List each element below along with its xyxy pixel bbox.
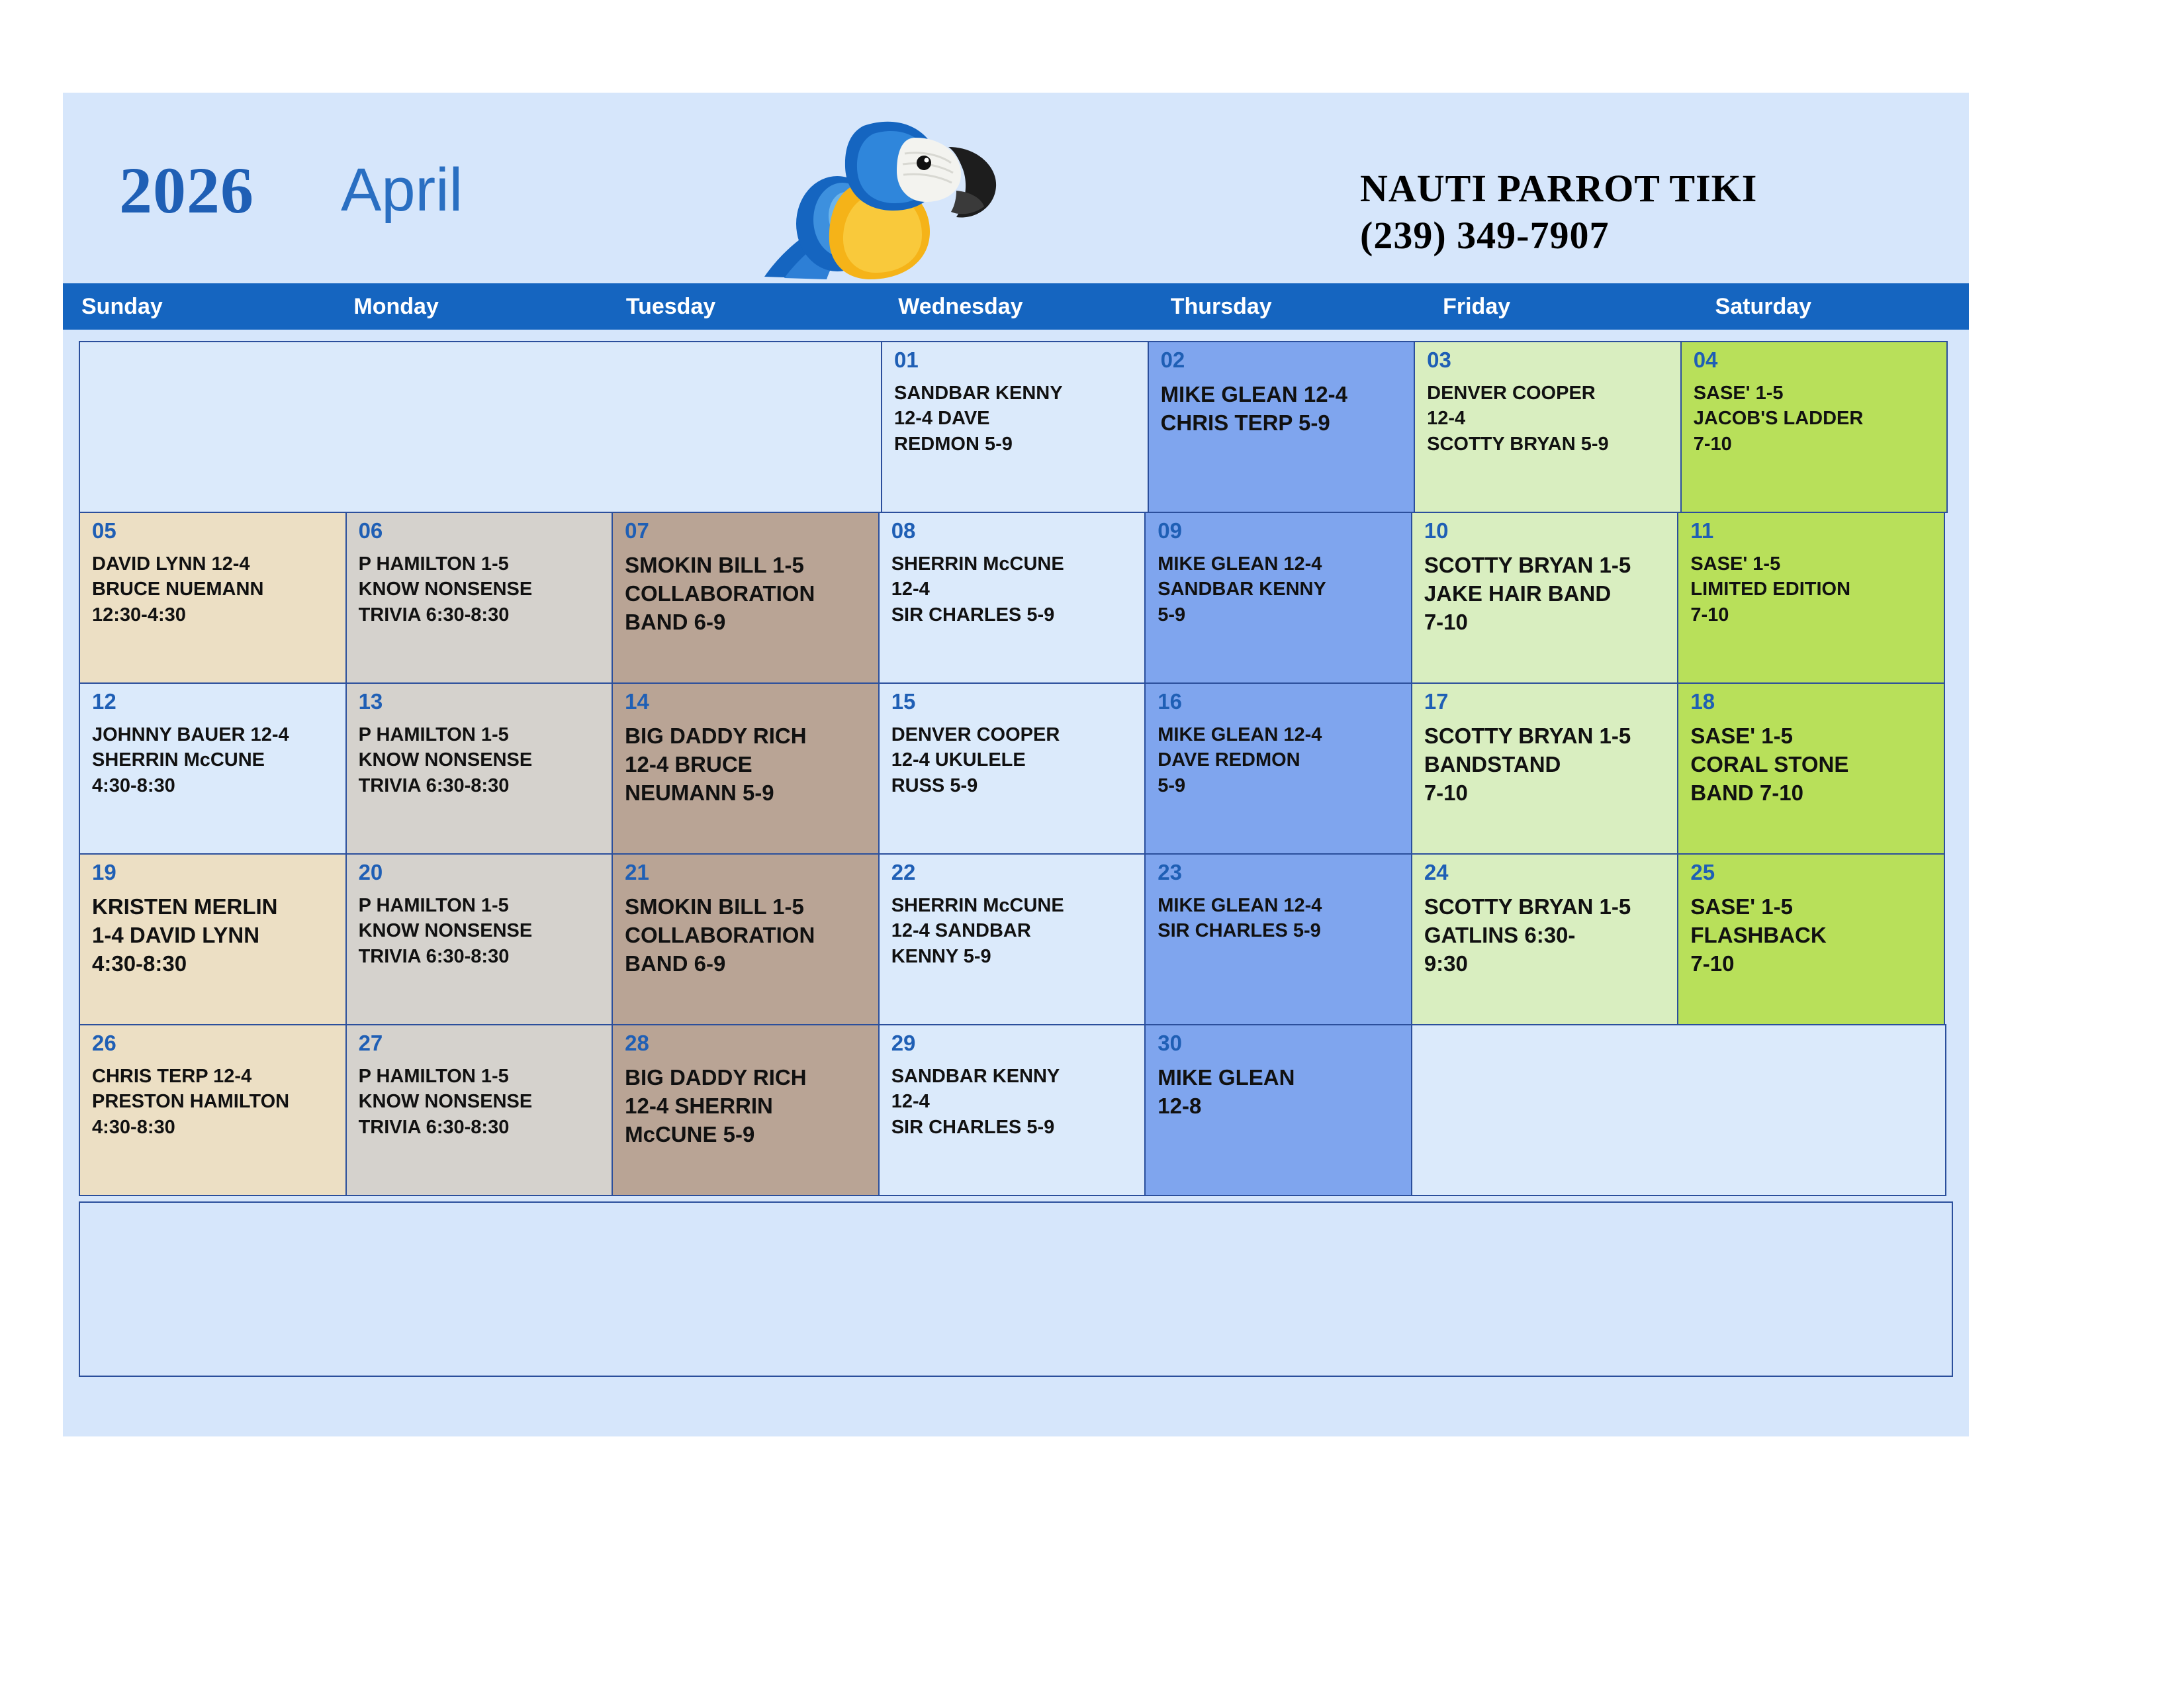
event-line: BRUCE NUEMANN — [92, 579, 264, 600]
calendar-day-29[interactable] — [878, 1024, 1146, 1196]
day-events — [613, 1064, 878, 1149]
calendar-day-13[interactable] — [345, 682, 614, 855]
calendar-day-empty — [79, 341, 882, 513]
calendar-week-row — [79, 341, 1953, 512]
day-number: 02 — [1160, 348, 1185, 372]
event-line: 12-4 UKULELE — [891, 749, 1026, 771]
event-line: SCOTTY BRYAN 1-5 — [1424, 553, 1631, 577]
event-line: SIR CHARLES 5-9 — [891, 1116, 1055, 1138]
event-line: TRIVIA 6:30-8:30 — [358, 945, 510, 967]
event-line: JACOB'S LADDER — [1693, 408, 1864, 430]
calendar-day-26[interactable] — [79, 1024, 347, 1196]
day-events — [880, 722, 1145, 798]
day-number: 25 — [1690, 860, 1715, 884]
day-events — [613, 551, 878, 637]
event-line: DENVER COOPER — [1427, 383, 1596, 404]
weekday-header-monday: Monday — [353, 293, 439, 319]
event-line: 7-10 — [1693, 433, 1732, 455]
event-line: P HAMILTON 1-5 — [358, 724, 509, 745]
calendar-day-04[interactable] — [1680, 341, 1948, 513]
calendar-day-10[interactable] — [1411, 512, 1679, 684]
calendar-week-row — [79, 512, 1953, 682]
event-line: 4:30-8:30 — [92, 951, 187, 976]
event-line: MIKE GLEAN 12-4 — [1160, 382, 1347, 406]
day-number: 03 — [1427, 348, 1451, 372]
event-line: FLASHBACK — [1690, 922, 1827, 947]
event-line: CHRIS TERP 5-9 — [1160, 410, 1330, 435]
day-number: 11 — [1690, 518, 1714, 543]
day-number: 04 — [1693, 348, 1718, 372]
calendar-day-20[interactable] — [345, 853, 614, 1025]
weekday-header-tuesday: Tuesday — [625, 293, 716, 319]
day-number: 18 — [1690, 689, 1715, 714]
day-events — [1682, 381, 1947, 457]
event-line: SASE' 1-5 — [1690, 894, 1793, 919]
day-number: 27 — [358, 1031, 383, 1055]
calendar-day-02[interactable] — [1148, 341, 1416, 513]
day-number: 05 — [92, 518, 116, 543]
event-line: BAND 6-9 — [625, 951, 726, 976]
event-line: SMOKIN BILL 1-5 — [625, 894, 804, 919]
venue-phone: (239) 349-7907 — [1360, 213, 1610, 257]
day-events — [880, 893, 1145, 969]
event-line: 5-9 — [1158, 774, 1186, 796]
calendar-day-15[interactable] — [878, 682, 1146, 855]
calendar-day-empty — [1411, 1024, 1946, 1196]
venue-info — [1360, 165, 1757, 259]
event-line: SCOTTY BRYAN 1-5 — [1424, 894, 1631, 919]
day-events — [1146, 1064, 1411, 1121]
event-line: KNOW NONSENSE — [358, 920, 533, 942]
calendar-day-27[interactable] — [345, 1024, 614, 1196]
event-line: SASE' 1-5 — [1690, 724, 1793, 748]
event-line: McCUNE 5-9 — [625, 1121, 755, 1147]
event-line: 12-4 DAVE — [894, 408, 990, 430]
day-events — [1412, 551, 1678, 637]
calendar-day-12[interactable] — [79, 682, 347, 855]
year-label: 2026 — [119, 154, 254, 227]
event-line: LIMITED EDITION — [1690, 579, 1851, 600]
event-line: BAND 6-9 — [625, 609, 726, 634]
day-number: 29 — [891, 1031, 916, 1055]
day-number: 09 — [1158, 518, 1182, 543]
event-line: SASE' 1-5 — [1693, 383, 1784, 404]
calendar-day-08[interactable] — [878, 512, 1146, 684]
event-line: CHRIS TERP 12-4 — [92, 1066, 252, 1087]
day-events — [613, 893, 878, 978]
day-number: 20 — [358, 860, 383, 884]
day-number: 14 — [625, 689, 649, 714]
event-line: SCOTTY BRYAN 1-5 — [1424, 724, 1631, 748]
weekday-header-bar — [63, 283, 1969, 330]
calendar-day-03[interactable] — [1414, 341, 1682, 513]
event-line: 5-9 — [1158, 604, 1186, 626]
day-events — [347, 1064, 612, 1140]
event-line: RUSS 5-9 — [891, 774, 978, 796]
calendar-day-17[interactable] — [1411, 682, 1679, 855]
event-line: SANDBAR KENNY — [891, 1066, 1060, 1087]
day-number: 07 — [625, 518, 649, 543]
day-number: 17 — [1424, 689, 1449, 714]
calendar-day-16[interactable] — [1144, 682, 1412, 855]
event-line: P HAMILTON 1-5 — [358, 1066, 509, 1087]
calendar-week-row — [79, 682, 1953, 853]
day-events — [1146, 722, 1411, 798]
day-number: 21 — [625, 860, 649, 884]
event-line: MIKE GLEAN 12-4 — [1158, 895, 1322, 916]
month-label: April — [341, 156, 463, 224]
day-number: 12 — [92, 689, 116, 714]
parrot-icon — [738, 106, 1016, 281]
event-line: COLLABORATION — [625, 581, 815, 606]
event-line: SCOTTY BRYAN 5-9 — [1427, 433, 1609, 455]
event-line: BAND 7-10 — [1690, 780, 1803, 805]
day-events — [613, 722, 878, 808]
day-events — [1412, 893, 1678, 978]
day-events — [80, 551, 345, 628]
event-line: JOHNNY BAUER 12-4 — [92, 724, 289, 745]
day-number: 23 — [1158, 860, 1182, 884]
calendar-day-21[interactable] — [612, 853, 880, 1025]
event-line: MIKE GLEAN 12-4 — [1158, 724, 1322, 745]
event-line: KNOW NONSENSE — [358, 1091, 533, 1113]
calendar-day-11[interactable] — [1677, 512, 1945, 684]
day-events — [347, 893, 612, 969]
day-number: 06 — [358, 518, 383, 543]
day-number: 08 — [891, 518, 916, 543]
event-line: 12-4 — [891, 579, 930, 600]
event-line: NEUMANN 5-9 — [625, 780, 774, 805]
event-line: KNOW NONSENSE — [358, 579, 533, 600]
event-line: SANDBAR KENNY — [894, 383, 1063, 404]
day-events — [347, 722, 612, 798]
event-line: 12:30-4:30 — [92, 604, 186, 626]
day-number: 22 — [891, 860, 916, 884]
event-line: MIKE GLEAN — [1158, 1065, 1295, 1090]
event-line: REDMON 5-9 — [894, 433, 1013, 455]
event-line: KNOW NONSENSE — [358, 749, 533, 771]
event-line: DENVER COOPER — [891, 724, 1060, 745]
day-number: 24 — [1424, 860, 1449, 884]
calendar-day-24[interactable] — [1411, 853, 1679, 1025]
event-line: COLLABORATION — [625, 922, 815, 947]
event-line: 7-10 — [1424, 609, 1468, 634]
calendar-header — [63, 93, 1969, 285]
event-line: BANDSTAND — [1424, 751, 1561, 776]
event-line: DAVID LYNN 12-4 — [92, 553, 250, 575]
event-line: SMOKIN BILL 1-5 — [625, 553, 804, 577]
event-line: 12-4 SHERRIN — [625, 1093, 773, 1118]
day-events — [1412, 722, 1678, 808]
calendar-day-25[interactable] — [1677, 853, 1945, 1025]
calendar-footer-blank-row — [79, 1201, 1953, 1377]
event-line: KENNY 5-9 — [891, 945, 991, 967]
calendar-day-30[interactable] — [1144, 1024, 1412, 1196]
venue-name: NAUTI PARROT TIKI — [1360, 167, 1758, 210]
event-line: PRESTON HAMILTON — [92, 1091, 290, 1113]
weekday-header-saturday: Saturday — [1715, 293, 1812, 319]
event-line: SANDBAR KENNY — [1158, 579, 1326, 600]
event-line: BIG DADDY RICH — [625, 724, 807, 748]
event-line: GATLINS 6:30- — [1424, 922, 1576, 947]
event-line: P HAMILTON 1-5 — [358, 553, 509, 575]
calendar-day-18[interactable] — [1677, 682, 1945, 855]
day-events — [1678, 551, 1944, 628]
event-line: DAVE REDMON — [1158, 749, 1300, 771]
day-events — [80, 893, 345, 978]
day-events — [1149, 381, 1414, 438]
calendar-week-row — [79, 1024, 1953, 1195]
day-number: 15 — [891, 689, 916, 714]
event-line: 12-8 — [1158, 1093, 1202, 1118]
event-line: 12-4 SANDBAR — [891, 920, 1031, 942]
day-number: 13 — [358, 689, 383, 714]
calendar-day-07[interactable] — [612, 512, 880, 684]
day-events — [1146, 893, 1411, 944]
day-events — [880, 1064, 1145, 1140]
event-line: KRISTEN MERLIN — [92, 894, 278, 919]
event-line: 9:30 — [1424, 951, 1468, 976]
weekday-header-sunday: Sunday — [81, 293, 163, 319]
event-line: 7-10 — [1690, 604, 1729, 626]
calendar-grid — [79, 341, 1953, 1195]
event-line: SASE' 1-5 — [1690, 553, 1781, 575]
day-number: 10 — [1424, 518, 1449, 543]
day-events — [80, 722, 345, 798]
day-number: 28 — [625, 1031, 649, 1055]
event-line: SIR CHARLES 5-9 — [1158, 920, 1321, 942]
event-line: SHERRIN McCUNE — [891, 895, 1064, 916]
day-number: 16 — [1158, 689, 1182, 714]
event-line: SHERRIN McCUNE — [92, 749, 265, 771]
event-line: 1-4 DAVID LYNN — [92, 922, 260, 947]
event-line: 7-10 — [1690, 951, 1735, 976]
day-events — [882, 381, 1148, 457]
event-line: BIG DADDY RICH — [625, 1065, 807, 1090]
calendar-day-14[interactable] — [612, 682, 880, 855]
calendar-panel — [63, 93, 1969, 1436]
event-line: JAKE HAIR BAND — [1424, 581, 1612, 606]
day-number: 19 — [92, 860, 116, 884]
day-number: 26 — [92, 1031, 116, 1055]
event-line: 12-4 BRUCE — [625, 751, 752, 776]
day-number: 01 — [894, 348, 919, 372]
calendar-day-09[interactable] — [1144, 512, 1412, 684]
event-line: SHERRIN McCUNE — [891, 553, 1064, 575]
weekday-header-thursday: Thursday — [1170, 293, 1272, 319]
event-line: P HAMILTON 1-5 — [358, 895, 509, 916]
day-events — [1678, 893, 1944, 978]
event-line: 12-4 — [891, 1091, 930, 1113]
event-line: CORAL STONE — [1690, 751, 1849, 776]
calendar-week-row — [79, 853, 1953, 1024]
event-line: MIKE GLEAN 12-4 — [1158, 553, 1322, 575]
calendar-day-01[interactable] — [881, 341, 1149, 513]
day-events — [80, 1064, 345, 1140]
event-line: 7-10 — [1424, 780, 1468, 805]
calendar-day-05[interactable] — [79, 512, 347, 684]
calendar-day-19[interactable] — [79, 853, 347, 1025]
event-line: TRIVIA 6:30-8:30 — [358, 1116, 510, 1138]
day-events — [1415, 381, 1680, 457]
event-line: 12-4 — [1427, 408, 1466, 430]
event-line: TRIVIA 6:30-8:30 — [358, 604, 510, 626]
event-line: 4:30-8:30 — [92, 1116, 175, 1138]
day-events — [880, 551, 1145, 628]
day-number: 30 — [1158, 1031, 1182, 1055]
calendar-day-23[interactable] — [1144, 853, 1412, 1025]
event-line: TRIVIA 6:30-8:30 — [358, 774, 510, 796]
calendar-day-28[interactable] — [612, 1024, 880, 1196]
day-events — [1678, 722, 1944, 808]
calendar-day-22[interactable] — [878, 853, 1146, 1025]
day-events — [347, 551, 612, 628]
weekday-header-friday: Friday — [1443, 293, 1511, 319]
event-line: 4:30-8:30 — [92, 774, 175, 796]
event-line: SIR CHARLES 5-9 — [891, 604, 1055, 626]
weekday-header-wednesday: Wednesday — [898, 293, 1023, 319]
calendar-day-06[interactable] — [345, 512, 614, 684]
day-events — [1146, 551, 1411, 628]
